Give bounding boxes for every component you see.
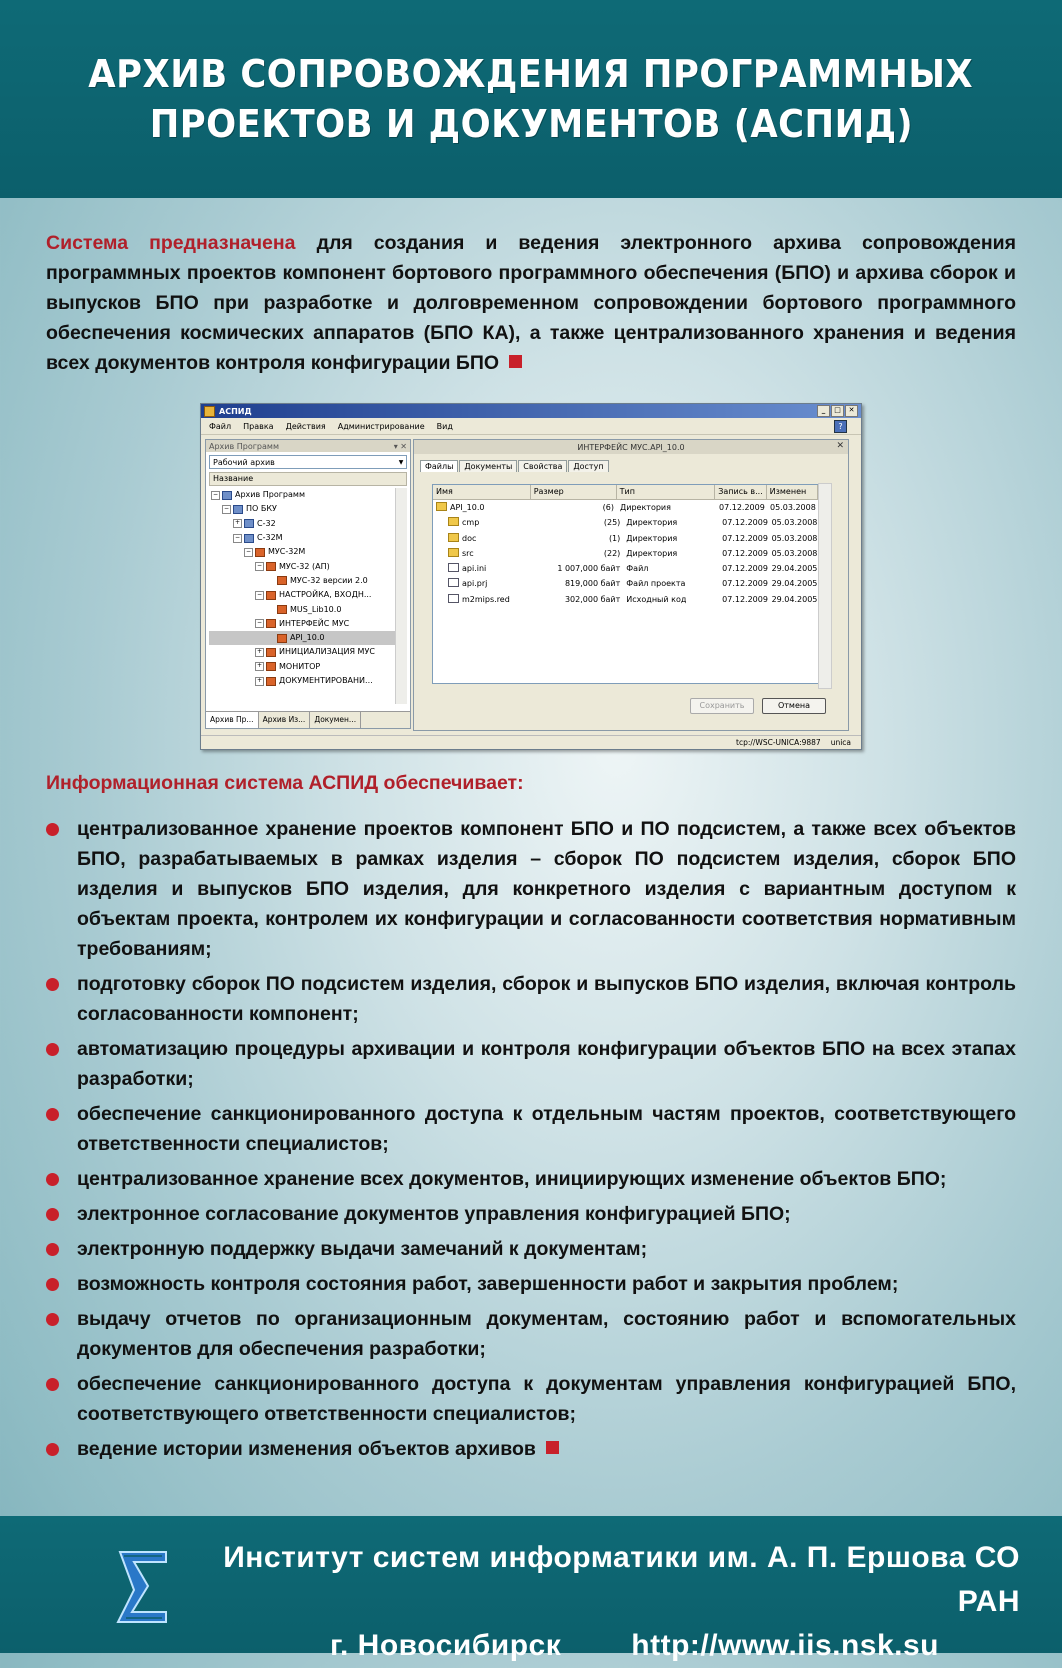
bullet-icon [46,1278,59,1291]
files-list-header [433,485,818,500]
list-item [46,1369,1016,1429]
tree-item[interactable] [209,674,407,688]
col-written[interactable]: Запись в... [715,485,766,499]
cell-d2: 05.03.2008 [771,533,818,543]
chevron-down-icon[interactable]: ▼ [398,458,404,466]
collapse-icon[interactable]: − [256,590,263,598]
tab-properties[interactable]: Свойства [518,460,567,472]
tab-access[interactable]: Доступ [568,460,608,472]
tree-item-label: МУС-32М [268,547,306,557]
col-modified[interactable]: Изменен [767,485,818,499]
menu-item-file[interactable]: Файл [209,421,232,431]
list-item [46,814,1016,964]
computer-icon [244,519,254,528]
tab-archive-changes[interactable]: Архив Из... [259,712,311,728]
status-connection: tcp://WSC-UNICA:9887 [736,738,821,747]
tree-item-label: МУС-32 (АП) [279,561,330,571]
project-icon [277,605,287,614]
window-title: АСПИД [219,406,252,416]
cell-size: (6) [602,503,614,512]
title-line-1: АРХИВ СОПРОВОЖДЕНИЯ ПРОГРАММНЫХ [88,52,974,96]
cell-name [433,561,540,576]
list-item-text: возможность контроля состояния работ, завершенности работ и закрытия проблем; [77,1273,899,1295]
list-item [46,1269,1016,1299]
project-tabs [414,454,848,472]
expand-icon[interactable]: + [256,662,263,670]
cell-size: 819,000 байт [564,579,621,589]
cell-name [433,592,540,607]
bullet-icon [46,1313,59,1326]
col-name[interactable]: Имя [433,485,531,499]
close-icon[interactable]: ✕ [845,405,858,417]
cell-type: Исходный код [626,594,687,604]
table-row[interactable] [433,500,818,515]
cell-name [433,546,540,561]
pane-close-icon[interactable]: ✕ [836,441,844,451]
tab-docs[interactable]: Документы [459,460,517,472]
expand-icon[interactable]: + [234,519,241,527]
project-icon [266,677,276,686]
maximize-icon[interactable]: □ [831,405,844,417]
tree-item-label: MUS_Lib10.0 [290,604,342,614]
tree-item-label: ПО БКУ [246,504,277,514]
project-icon [266,562,276,571]
window-titlebar [201,404,861,418]
title-line-2: ПРОЕКТОВ И ДОКУМЕНТОВ (АСПИД) [149,102,913,146]
collapse-icon[interactable]: − [256,562,263,570]
app-icon [204,406,215,417]
tree-item[interactable] [209,502,407,516]
col-type[interactable]: Тип [617,485,716,499]
project-icon [277,634,287,643]
archive-pane-header [206,440,410,452]
file-icon [448,578,459,587]
archive-combo-value: Рабочий архив [213,457,275,467]
file-name: src [462,548,474,558]
save-button[interactable]: Сохранить [690,698,754,714]
cell-d1: 07.12.2009 [722,548,768,558]
project-icon [266,591,276,600]
project-pane-titlebar [414,440,848,454]
folder-icon [448,533,459,542]
cell-d1: 07.12.2009 [722,518,768,528]
tree-item-label: НАСТРОЙКА, ВХОДН... [279,590,372,600]
project-pane-title: ИНТЕРФЕЙС МУС.API_10.0 [577,442,685,452]
menu-item-view[interactable]: Вид [436,421,453,431]
table-row[interactable] [433,592,818,607]
tree-item[interactable] [209,660,407,674]
sigma-logo-icon [112,1548,172,1626]
footer-contacts [210,1624,1020,1668]
file-icon [448,563,459,572]
cell-type: Директория [626,518,678,528]
tree-item-label: Архив Программ [235,490,305,500]
files-rows [433,500,818,607]
computer-icon [233,505,243,514]
intro-paragraph [46,228,1016,378]
cell-d1: 07.12.2009 [719,503,765,512]
footer-banner [0,1516,1062,1662]
status-bar [201,735,861,749]
tree-item-label: МОНИТОР [279,661,321,671]
minimize-icon[interactable]: _ [817,405,830,417]
table-row[interactable] [433,576,818,591]
tree-item[interactable] [209,588,407,602]
list-item [46,1164,1016,1194]
section-title: Информационная система АСПИД обеспечивает: [46,772,524,794]
table-row[interactable] [433,515,818,530]
collapse-icon[interactable]: − [256,619,263,627]
list-item-text: обеспечение санкционированного доступа к документам управления конфигурацией БПО, соответствующего ответственности специалистов; [77,1373,1016,1425]
bullet-icon [46,1173,59,1186]
list-item-text: автоматизацию процедуры архивации и контроля конфигурации объектов БПО на всех этапах разработки; [77,1038,1016,1090]
archive-combo[interactable] [209,455,407,469]
tree-item-label: С-32 [257,518,276,528]
list-item [46,1304,1016,1364]
table-row[interactable] [433,531,818,546]
list-item [46,969,1016,1029]
tree-scrollbar[interactable] [395,488,407,704]
bullet-icon [46,1043,59,1056]
bullet-icon [46,1378,59,1391]
project-pane [413,439,849,731]
cell-size: 302,000 байт [564,594,621,604]
header-banner [0,0,1062,198]
intro-label: Система предназначена [46,232,296,254]
list-item [46,1099,1016,1159]
cell-d2: 05.03.2008 [771,548,818,558]
collapse-icon[interactable]: − [212,490,219,498]
file-name: api.ini [462,564,487,574]
pane-pin-close-icon[interactable]: ▾ ✕ [393,441,407,451]
table-row[interactable] [433,546,818,561]
cell-type: Файл проекта [626,579,686,589]
list-item-text: централизованное хранение проектов компонент БПО и ПО подсистем, а также всех объектов БПО, разрабатываемых в рамках изделия – сборок ПО подсистем изделия, сборок БПО изделия и выпусков БПО изделия, для конкретного изделия с вариантным доступом к объектам проекта, контролем их конфигурации и согласованности соответствия нормативным требованиям; [77,818,1016,960]
files-scrollbar[interactable] [818,483,832,689]
tree-item[interactable] [209,574,407,588]
cell-size: (22) [603,548,621,558]
tree-item[interactable] [209,517,407,531]
status-user: unica [830,738,851,747]
cell-size: 1 007,000 байт [557,564,621,574]
cell-d1: 07.12.2009 [722,594,768,604]
computer-icon [222,491,232,500]
col-size[interactable]: Размер [531,485,617,499]
cell-d1: 07.12.2009 [722,533,768,543]
help-icon[interactable]: ? [834,420,847,433]
tree-item-label: ИНИЦИАЛИЗАЦИЯ МУС [279,647,375,657]
menu-item-edit[interactable]: Правка [243,421,274,431]
project-icon [277,576,287,585]
tree-item[interactable] [209,631,407,645]
bullet-icon [46,978,59,991]
file-name: m2mips.red [462,594,510,604]
tree-item[interactable] [209,645,407,659]
bullet-icon [46,823,59,836]
file-name: API_10.0 [450,503,485,512]
cell-d1: 07.12.2009 [722,579,768,589]
tree-item[interactable] [209,559,407,573]
list-item [46,1199,1016,1229]
bullet-icon [46,1108,59,1121]
folder-icon [436,502,447,511]
tree-item[interactable] [209,531,407,545]
table-row[interactable] [433,561,818,576]
cell-size: (25) [603,518,621,528]
list-item [46,1434,1016,1464]
cell-d1: 07.12.2009 [722,564,768,574]
cell-d2: 05.03.2008 [771,518,818,528]
cell-size: (1) [608,533,621,543]
menu-item-admin[interactable]: Администрирование [337,421,425,431]
tree-item-label: С-32М [257,533,283,543]
folder-icon [448,517,459,526]
tab-archive-programs[interactable]: Архив Пр... [206,712,259,728]
list-item-text: централизованное хранение всех документов, инициирующих изменение объектов БПО; [77,1168,947,1190]
collapse-icon[interactable]: − [245,547,252,555]
institute-name: Институт систем информатики им. А. П. Ершова СО РАН [223,1541,1020,1618]
list-item-text: электронную поддержку выдачи замечаний к документам; [77,1238,648,1260]
app-window-screenshot [200,403,862,750]
cell-d2: 29.04.2005 [771,564,818,574]
end-square-icon [546,1441,559,1454]
archive-pane-title: Архив Программ [209,441,279,451]
computer-icon [244,534,254,543]
list-item-text: выдачу отчетов по организационным документам, состоянию работ и вспомогательных документов для обеспечения разработки; [77,1308,1016,1360]
end-square-icon [509,355,522,368]
bullet-icon [46,1208,59,1221]
tree-item-label: МУС-32 версии 2.0 [290,575,368,585]
list-item [46,1234,1016,1264]
tree-item[interactable] [209,545,407,559]
city: г. Новосибирск [330,1629,562,1662]
website-link[interactable]: http://www.iis.nsk.su [631,1629,940,1662]
menu-bar [201,418,861,435]
tree-column-header[interactable]: Название [209,472,407,486]
cell-name [433,500,531,515]
collapse-icon[interactable]: − [234,533,241,541]
expand-icon[interactable]: + [256,647,263,655]
cell-d2: 29.04.2005 [771,579,818,589]
bullet-icon [46,1243,59,1256]
bullet-icon [46,1443,59,1456]
file-name: api.prj [462,579,488,589]
footer-text [210,1536,1020,1668]
left-bottom-tabs [206,711,410,728]
list-item-text: подготовку сборок ПО подсистем изделия, сборок и выпусков БПО изделия, включая контроль согласованности компонент; [77,973,1016,1025]
folder-icon [448,548,459,557]
cell-d2: 29.04.2005 [771,594,818,604]
tree-item[interactable] [209,488,407,502]
cancel-button[interactable]: Отмена [762,698,826,714]
tree-item[interactable] [209,617,407,631]
cell-type: Директория [626,548,678,558]
cell-type: Директория [620,503,671,512]
features-list [46,814,1016,1469]
file-icon [448,594,459,603]
collapse-icon[interactable]: − [223,504,230,512]
project-icon [266,662,276,671]
cell-type: Файл [626,564,649,574]
project-icon [266,648,276,657]
archive-pane [205,439,411,729]
file-name: doc [462,533,477,543]
file-name: cmp [462,518,480,528]
cell-d2: 05.03.2008 [770,503,816,512]
files-list [432,484,819,684]
tree-item-label: ИНТЕРФЕЙС МУС [279,618,350,628]
list-item [46,1034,1016,1094]
tab-documents[interactable]: Докумен... [310,712,361,728]
cell-type: Директория [626,533,678,543]
cell-name [433,531,540,546]
intro-text: для создания и ведения электронного архива сопровождения программных проектов компонент бортового программного обеспечения (БПО) и архива сборок и выпусков БПО при разработке и долговременном сопровождении бортового программного обеспечения космических аппаратов (БПО КА), а также централизованного хранения и ведения всех документов контроля конфигурации БПО [46,232,1016,374]
list-item-text: ведение истории изменения объектов архивов [77,1438,536,1460]
tree-item-label: API_10.0 [290,633,325,643]
archive-tree [209,488,407,704]
tree-item[interactable] [209,602,407,616]
project-icon [266,619,276,628]
cell-name [433,576,540,591]
list-item-text: обеспечение санкционированного доступа к отдельным частям проектов, соответствующего ответственности специалистов; [77,1103,1016,1155]
list-item-text: электронное согласование документов управления конфигурацией БПО; [77,1203,791,1225]
tab-files[interactable]: Файлы [420,460,458,472]
menu-item-actions[interactable]: Действия [285,421,326,431]
project-icon [255,548,265,557]
tree-item-label: ДОКУМЕНТИРОВАНИ... [279,676,373,685]
expand-icon[interactable]: + [256,676,263,684]
cell-name [433,515,540,530]
